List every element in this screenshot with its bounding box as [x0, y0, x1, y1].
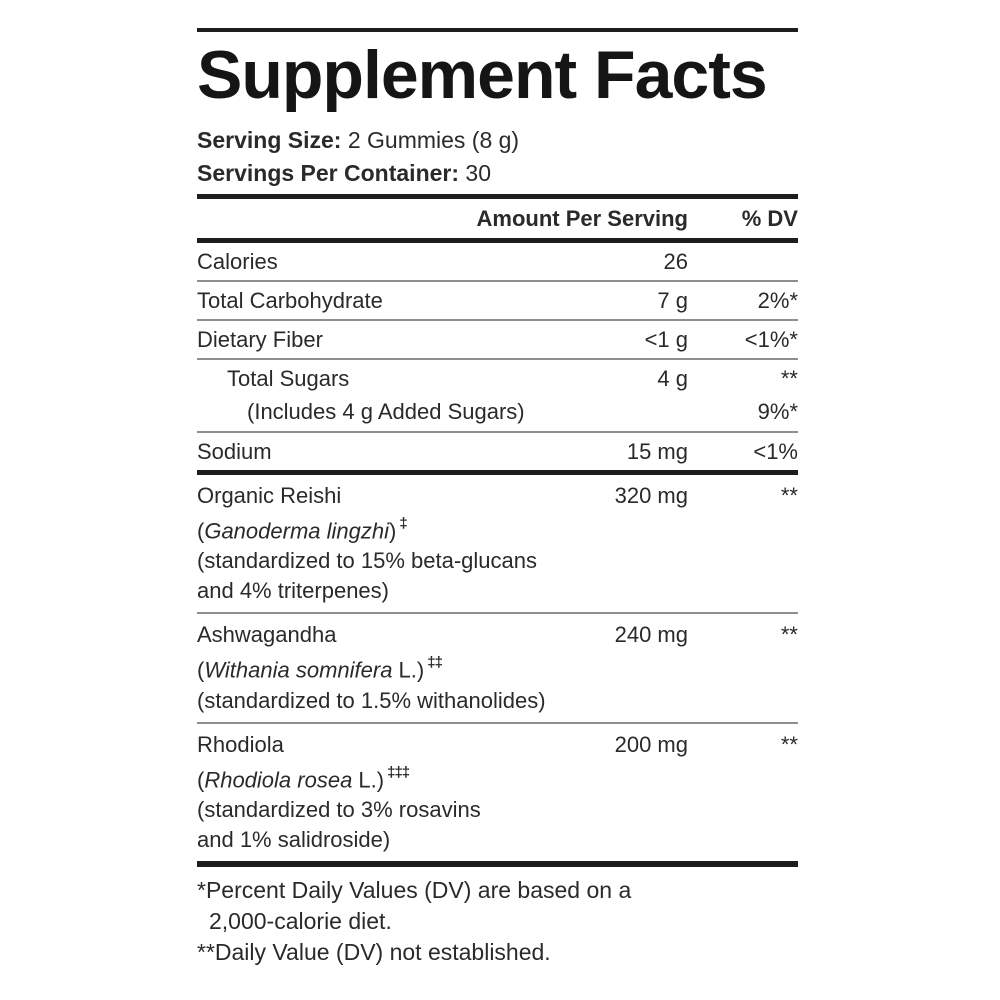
latin-name: Rhodiola rosea [204, 766, 353, 792]
ingredient-amount: 320 mg [614, 483, 688, 508]
latin-name: Withania somnifera [204, 657, 393, 683]
nutrient-group-sugars [197, 358, 798, 431]
column-header-dv: % DV [741, 206, 798, 231]
standardization-line: (standardized to 3% rosavins [197, 796, 481, 822]
latin-name-line [197, 760, 798, 795]
column-header-amount: Amount Per Serving [476, 206, 688, 231]
ingredient-dv: ** [780, 731, 798, 757]
latin-post: L.) [352, 766, 385, 792]
nutrient-row-dietary-fiber [197, 319, 798, 358]
botanicals-section [197, 475, 798, 861]
nutrient-dv: <1%* [744, 327, 798, 352]
ingredient-dv: ** [780, 622, 798, 648]
ingredient-dv: ** [780, 483, 798, 508]
nutrient-row-added-sugars [197, 395, 798, 431]
dagger-symbol: ‡‡ [427, 654, 442, 672]
ingredient-name: Organic Reishi [197, 483, 342, 508]
nutrient-name: (Includes 4 g Added Sugars) [247, 399, 525, 424]
servings-per-container-label: Servings Per Container: [197, 160, 460, 186]
nutrient-amount: <1 g [644, 327, 688, 352]
nutrient-name: Total Sugars [227, 366, 350, 391]
servings-per-container-value: 30 [459, 160, 492, 186]
latin-pre: ( [197, 766, 205, 792]
latin-name-line [197, 650, 798, 685]
ingredient-block-rhodiola [197, 722, 798, 861]
dagger-symbol: ‡ [399, 515, 407, 532]
top-rule [197, 28, 798, 32]
footnote-daily-values-cont: 2,000-calorie diet. [209, 907, 392, 934]
serving-size-label: Serving Size: [197, 127, 342, 153]
nutrient-name: Calories [197, 249, 278, 274]
standardization-line: (standardized to 15% beta-glucans [197, 548, 537, 574]
footnote-dv-not-established: **Daily Value (DV) not established. [197, 938, 551, 965]
latin-pre: ( [197, 657, 205, 683]
serving-size-line [197, 124, 798, 157]
latin-name-line [197, 511, 798, 546]
nutrient-amount: 15 mg [626, 439, 688, 464]
nutrient-row-total-sugars [197, 360, 798, 395]
serving-info [197, 124, 798, 190]
nutrient-name: Sodium [197, 439, 272, 464]
standardization-line: (standardized to 1.5% withanolides) [197, 687, 546, 713]
serving-size-value: 2 Gummies (8 g) [341, 127, 520, 153]
ingredient-block-reishi [197, 475, 798, 612]
footnotes [197, 867, 798, 968]
ingredient-block-ashwagandha [197, 612, 798, 721]
ingredient-amount: 240 mg [614, 622, 688, 648]
nutrient-dv: <1% [753, 439, 798, 464]
nutrient-name: Total Carbohydrate [197, 288, 383, 313]
ingredient-name: Ashwagandha [197, 622, 337, 648]
servings-per-container-line [197, 157, 798, 190]
ingredient-amount: 200 mg [614, 731, 688, 757]
ingredient-row [197, 480, 798, 511]
nutrient-row-sodium [197, 431, 798, 470]
standardization-line: and 1% salidroside) [197, 826, 391, 852]
nutrients-section [197, 243, 798, 470]
latin-post: ) [389, 518, 397, 544]
nutrient-amount: 4 g [657, 366, 688, 391]
nutrient-dv: 2%* [757, 288, 798, 313]
latin-post: L.) [392, 657, 425, 683]
nutrient-row-total-carbohydrate [197, 280, 798, 319]
footnote-daily-values: *Percent Daily Values (DV) are based on a [197, 876, 632, 903]
ingredient-name: Rhodiola [197, 731, 284, 757]
nutrient-name: Dietary Fiber [197, 327, 323, 352]
ingredient-row [197, 729, 798, 760]
nutrient-row-calories [197, 243, 798, 280]
dagger-symbol: ‡‡‡ [387, 763, 410, 781]
latin-name: Ganoderma lingzhi [204, 518, 389, 544]
panel-title: Supplement Facts [197, 37, 767, 113]
nutrient-dv: 9%* [757, 399, 798, 424]
nutrient-amount: 26 [663, 249, 688, 274]
nutrient-dv: ** [780, 366, 798, 391]
column-header-row [197, 199, 798, 238]
standardization-line: and 4% triterpenes) [197, 578, 389, 604]
nutrient-amount: 7 g [657, 288, 688, 313]
latin-pre: ( [197, 518, 205, 544]
supplement-facts-panel [197, 0, 798, 968]
ingredient-row [197, 619, 798, 650]
